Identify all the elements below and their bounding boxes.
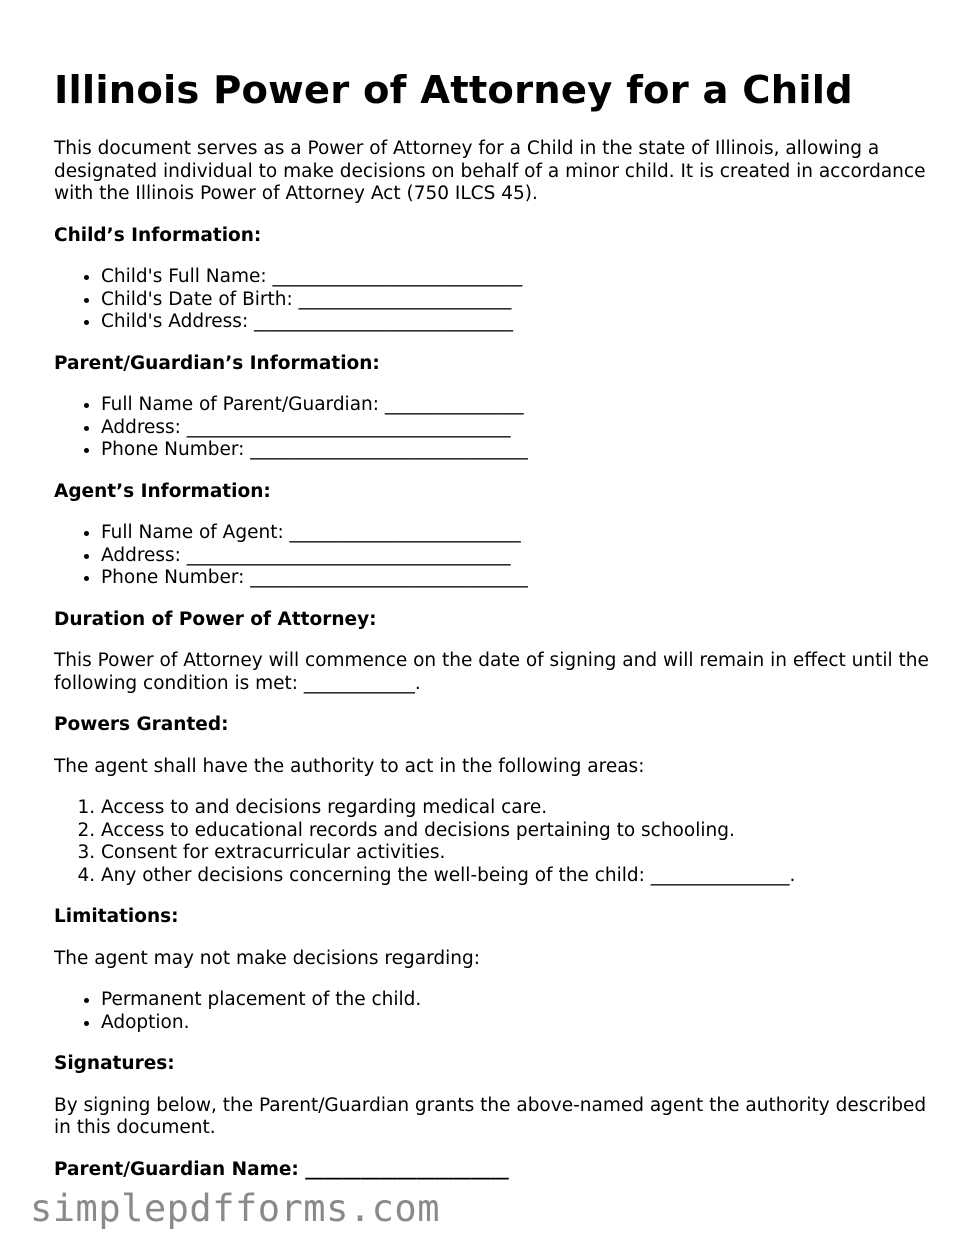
powers-paragraph: The agent shall have the authority to act in the following areas: <box>54 755 645 777</box>
duration-heading: Duration of Power of Attorney: <box>54 608 377 630</box>
agent-phone-field[interactable]: • Phone Number: ______________________________ <box>101 567 934 590</box>
document-title: Illinois Power of Attorney for a Child <box>54 68 853 113</box>
intro-paragraph: This document serves as a Power of Attorney for a Child in the state of Illinois, allowing a designated individual to make decisions on behalf of a minor child. It is created in accordance with the Illinois Power of Attorney Act (750 ILCS 45). <box>54 138 926 204</box>
limitations-heading: Limitations: <box>54 906 179 927</box>
powers-list <box>54 797 934 887</box>
child-info-list <box>54 266 934 334</box>
power-item-education: 2. Access to educational records and decisions pertaining to schooling. <box>101 820 934 843</box>
duration-paragraph: This Power of Attorney will commence on the date of signing and will remain in effect until the following condition is met: ____________. <box>54 650 929 694</box>
signatures-paragraph: By signing below, the Parent/Guardian grants the above-named agent the authority described in this document. <box>54 1094 927 1138</box>
parent-info-list <box>54 394 934 462</box>
agent-address-field[interactable]: • Address: ___________________________________ <box>101 545 934 568</box>
parent-guardian-name-field[interactable]: Parent/Guardian Name: ______________________ <box>54 1158 509 1180</box>
child-info-heading: Child’s Information: <box>54 224 262 246</box>
parent-full-name-field[interactable]: • Full Name of Parent/Guardian: _______________ <box>101 394 934 417</box>
agent-info-list <box>54 522 934 590</box>
limitation-item-adoption: • Adoption. <box>101 1012 934 1035</box>
limitations-list <box>54 989 934 1034</box>
power-item-medical: 1. Access to and decisions regarding medical care. <box>101 797 934 820</box>
limitation-item-placement: • Permanent placement of the child. <box>101 989 934 1012</box>
parent-address-field[interactable]: • Address: ___________________________________ <box>101 417 934 440</box>
limitations-paragraph: The agent may not make decisions regarding: <box>54 947 480 969</box>
child-date-of-birth-field[interactable]: • Child's Date of Birth: _______________________ <box>101 289 934 312</box>
document-page <box>54 0 934 1181</box>
agent-info-heading: Agent’s Information: <box>54 480 271 502</box>
agent-full-name-field[interactable]: • Full Name of Agent: _________________________ <box>101 522 934 545</box>
parent-info-heading: Parent/Guardian’s Information: <box>54 352 380 374</box>
power-item-extracurricular: 3. Consent for extracurricular activities. <box>101 842 934 865</box>
parent-phone-field[interactable]: • Phone Number: ______________________________ <box>101 439 934 462</box>
power-item-other[interactable]: 4. Any other decisions concerning the well-being of the child: _______________. <box>101 865 934 888</box>
child-address-field[interactable]: • Child's Address: ____________________________ <box>101 311 934 334</box>
powers-heading: Powers Granted: <box>54 714 229 735</box>
watermark-logo: simplepdfforms.com <box>30 1187 440 1230</box>
child-full-name-field[interactable]: • Child's Full Name: ___________________________ <box>101 266 934 289</box>
signatures-heading: Signatures: <box>54 1053 175 1074</box>
